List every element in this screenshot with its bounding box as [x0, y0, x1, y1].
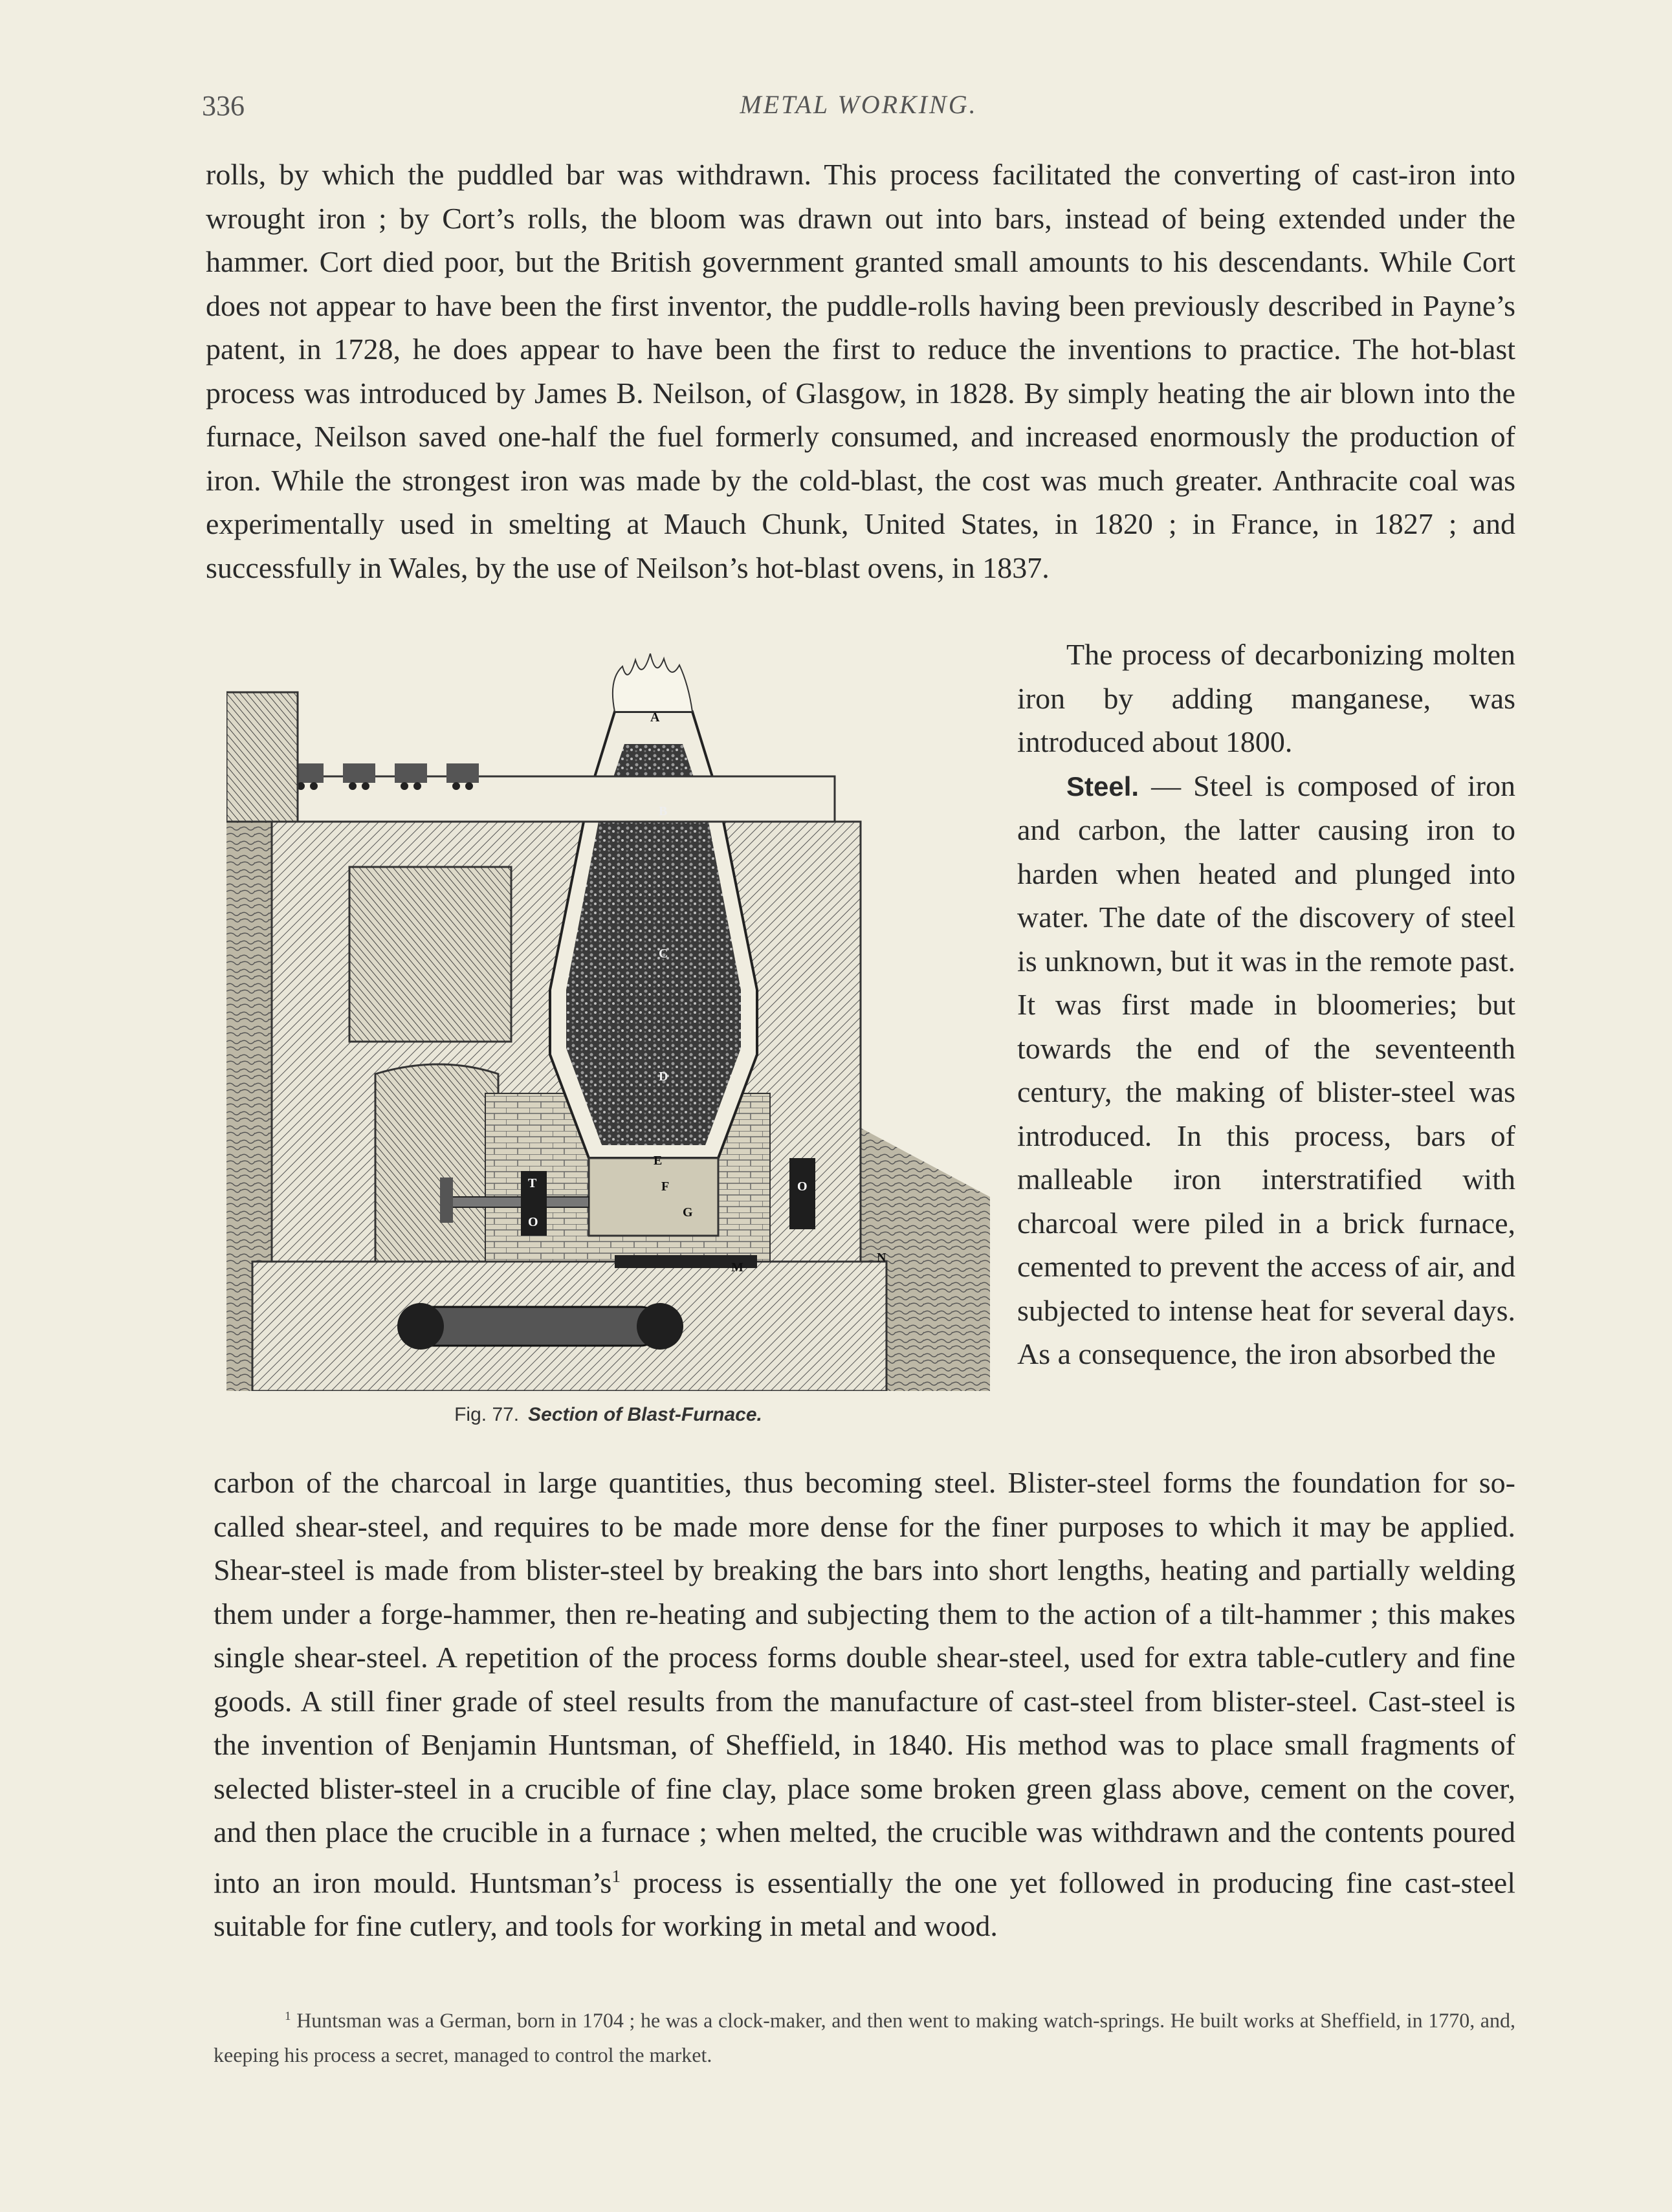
figure-number: Fig. 77. — [454, 1404, 520, 1425]
tap-opening — [789, 1158, 815, 1229]
blast-pipe-valve — [440, 1177, 453, 1223]
flue-end-right — [637, 1303, 683, 1350]
lower-arch — [375, 1064, 498, 1281]
blast-furnace-illustration — [226, 653, 990, 1391]
paragraph-manganese: The process of decarbonizing molten iron by adding manganese, was introduced about 1800. — [1017, 638, 1515, 758]
label-o-left: O — [528, 1215, 538, 1229]
label-e: E — [654, 1154, 663, 1168]
label-o-right: O — [797, 1179, 808, 1194]
footnote-reference[interactable]: 1 — [611, 1865, 621, 1886]
paragraph-blister-steel — [214, 1461, 1515, 1948]
flue-end-left — [397, 1303, 444, 1350]
footnote-marker: 1 — [285, 2009, 291, 2023]
paragraph-cort-neilson: rolls, by which the puddled bar was withdrawn. This process facilitated the converting of cast-iron into wrought iron ; by Cort’s rolls, the bloom was drawn out into bars, instead of being extended under the hammer. Cort died poor, but the British government granted small amounts to his descendants. While Cort does not appear to have been the first inventor, the puddle-rolls having been previously described in Payne’s patent, in 1728, he does appear to have been the first to reduce the inventions to practice. The hot-blast process was introduced by James B. Neilson, of Glasgow, in 1828. By simply heating the air blown into the furnace, Neilson saved one-half the fuel formerly consumed, and increased enormously the production of iron. While the strongest iron was made by the cold-blast, the cost was much greater. Anthracite coal was experimentally used in smelting at Mauch Chunk, United States, in 1820 ; in France, in 1827 ; and successfully in Wales, by the use of Neilson’s hot-blast ovens, in 1837. — [206, 158, 1515, 584]
bottom-paragraph-block — [214, 1461, 1515, 1948]
top-paragraph-block — [206, 153, 1515, 589]
charging-platform — [252, 776, 835, 822]
flue-duct — [414, 1307, 660, 1346]
label-n: N — [877, 1251, 886, 1265]
label-g: G — [683, 1205, 693, 1220]
label-b: B — [659, 804, 668, 818]
tuyere-pipe — [446, 1197, 589, 1207]
footnote-body: Huntsman was a German, born in 1704 ; he was a clock-maker, and then went to making watch-springs. He built works at Sheffield, in 1770, and, keeping his process a secret, managed to control the market. — [214, 2008, 1515, 2066]
label-m: M — [731, 1260, 743, 1275]
page-header — [202, 89, 1515, 135]
label-c: C — [659, 947, 668, 961]
paragraph-steel — [1017, 764, 1515, 1376]
huntsman-process-text: process is essentially the one yet followed in producing fine cast-steel suitable for fine cutlery, and tools for working in metal and wood. — [214, 1865, 1515, 1943]
running-title: METAL WORKING. — [740, 90, 978, 119]
figure-caption — [226, 1404, 990, 1426]
left-tower — [226, 692, 298, 822]
footnote-text — [214, 1999, 1515, 2072]
steel-heading: Steel. — [1066, 771, 1139, 802]
blast-furnace-figure — [226, 653, 990, 1436]
blister-steel-text: carbon of the charcoal in large quantities, thus becoming steel. Blister-steel forms the foundation for so-called shear-steel, and requires to be made more dense for the finer purposes to which it may be applied. Shear-steel is made from blister-steel by breaking the bars into short lengths, heating and partially welding them under a forge-hammer, then re-heating and subjecting them to the action of a tilt-hammer ; this makes single shear-steel. A repetition of the process forms double shear-steel, used for extra table-cutlery and fine goods. A still finer grade of steel results from the manufacture of cast-steel from blister-steel. Cast-steel is the invention of Benjamin Huntsman, of Sheffield, in 1840. His method was to place small fragments of selected blister-steel in a crucible of fine clay, place some broken green glass above, cement on the cover, and then place the crucible in a furnace ; when melted, the crucible was withdrawn and the contents poured into an iron mould. Huntsman’s — [214, 1466, 1515, 1899]
flame — [613, 653, 692, 712]
label-f: F — [661, 1179, 670, 1194]
label-a: A — [650, 710, 660, 725]
figure-title: Section of Blast-Furnace. — [528, 1404, 762, 1425]
page-number: 336 — [202, 90, 245, 122]
crucible — [589, 1158, 718, 1236]
label-t: T — [528, 1176, 537, 1190]
upper-arch — [349, 867, 511, 1042]
steel-text: — Steel is composed of iron and carbon, the latter causing iron to harden when heated and plunged into water. The date of the discovery of steel is unknown, but it was in the remote past. It was first made in bloomeries; but towards the end of the seventeenth century, the making of blister-steel was introduced. In this process, bars of malleable iron interstratified with charcoal were piled in a brick furnace, cemented to prevent the access of air, and subjected to intense heat for several days. As a consequence, the iron absorbed the — [1017, 769, 1515, 1370]
footnote — [214, 1999, 1515, 2072]
label-d: D — [659, 1069, 668, 1084]
right-column — [1017, 633, 1515, 1376]
